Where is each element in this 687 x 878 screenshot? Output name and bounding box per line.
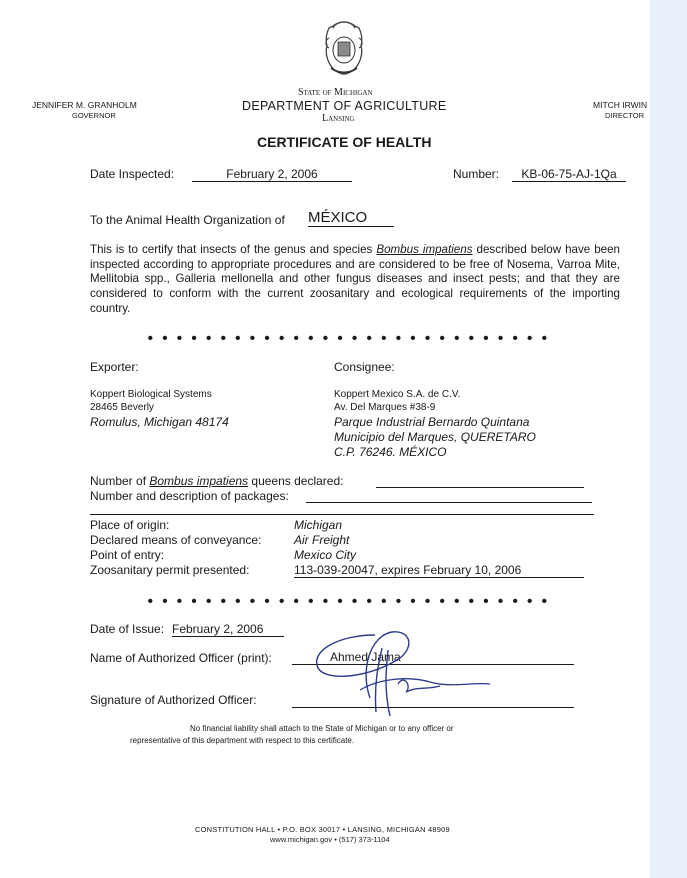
officer-name-label: Name of Authorized Officer (print): <box>90 651 272 665</box>
species-name: Bombus impatiens <box>376 243 473 256</box>
state-name: State of Michigan <box>298 87 373 98</box>
exporter-line3: Romulus, Michigan 48174 <box>90 415 229 429</box>
conveyance-label: Declared means of conveyance: <box>90 533 262 547</box>
permit-value: 113-039-20047, expires February 10, 2006 <box>294 563 584 578</box>
point-of-entry-value: Mexico City <box>294 548 357 562</box>
point-of-entry-label: Point of entry: <box>90 548 165 562</box>
section-rule <box>90 514 594 515</box>
number-label: Number: <box>453 167 500 181</box>
date-inspected-label: Date Inspected: <box>90 167 175 181</box>
disclaimer-line1: No financial liability shall attach to the State of Michigan or to any officer or <box>190 724 454 733</box>
department-city: Lansing <box>322 113 355 124</box>
date-of-issue-value: February 2, 2006 <box>172 622 284 637</box>
consignee-label: Consignee: <box>334 360 395 374</box>
consignee-line5: C.P. 76246. MÉXICO <box>334 445 447 459</box>
queens-declared-line <box>376 487 584 488</box>
consignee-line2: Av. Del Marques #38-9 <box>334 402 436 413</box>
consignee-line4: Municipio del Marques, QUERETARO <box>334 430 536 444</box>
exporter-line1: Koppert Biological Systems <box>90 389 212 400</box>
certification-part1: This is to certify that insects of the genus and species <box>90 243 377 256</box>
date-of-issue-label: Date of Issue: <box>90 622 165 636</box>
recipient-label: To the Animal Health Organization of <box>90 213 285 227</box>
department-name: DEPARTMENT OF AGRICULTURE <box>242 99 447 113</box>
certification-part2: described below have been inspected according to appropriate procedures and are considered to be free of Nosema, Varroa Mite, Mellitobia spp., Galleria mellonella and other fungus diseases and insect pests; and that they are considered to conform with the current zoosanitary and ecological requirements of the importing country. <box>90 243 620 315</box>
director-title: DIRECTOR <box>605 111 645 120</box>
consignee-line1: Koppert Mexico S.A. de C.V. <box>334 389 461 400</box>
conveyance-value: Air Freight <box>294 533 350 547</box>
dot-divider-bottom: • • • • • • • • • • • • • • • • • • • • • • • • • • • • <box>147 593 548 610</box>
footer-address: CONSTITUTION HALL • P.O. BOX 30017 • LANSING, MICHIGAN 48909 <box>195 825 450 834</box>
exporter-label: Exporter: <box>90 360 139 374</box>
governor-title: GOVERNOR <box>72 111 116 120</box>
exporter-line2: 28465 Beverly <box>90 402 154 413</box>
queens-species: Bombus impatiens <box>149 474 249 488</box>
certificate-number: KB-06-75-AJ-1Qa <box>512 167 626 182</box>
recipient-country: MÉXICO <box>308 209 394 227</box>
officer-name-value: Ahmed Jama <box>292 650 574 665</box>
certificate-title: CERTIFICATE OF HEALTH <box>257 134 432 150</box>
signature-label: Signature of Authorized Officer: <box>90 693 257 707</box>
queens-prefix: Number of <box>90 474 150 488</box>
certification-text <box>90 243 620 317</box>
dot-divider-top: • • • • • • • • • • • • • • • • • • • • • • • • • • • • <box>147 330 548 347</box>
consignee-line3: Parque Industrial Bernardo Quintana <box>334 415 530 429</box>
place-of-origin-value: Michigan <box>294 518 343 532</box>
officer-signature <box>300 620 510 720</box>
footer-contact: www.michigan.gov • (517) 373-1104 <box>270 835 390 844</box>
place-of-origin-label: Place of origin: <box>90 518 170 532</box>
michigan-seal-icon <box>319 18 369 78</box>
permit-label: Zoosanitary permit presented: <box>90 563 250 577</box>
date-inspected-value: February 2, 2006 <box>192 167 352 182</box>
packages-line <box>306 502 592 503</box>
scan-edge <box>650 0 687 878</box>
governor-name: JENNIFER M. GRANHOLM <box>32 100 137 110</box>
disclaimer-line2: representative of this department with respect to this certificate. <box>130 736 355 745</box>
queens-declared-label <box>90 474 343 488</box>
queens-suffix: queens declared: <box>248 474 344 488</box>
director-name: MITCH IRWIN <box>593 100 648 110</box>
packages-label: Number and description of packages: <box>90 489 289 503</box>
